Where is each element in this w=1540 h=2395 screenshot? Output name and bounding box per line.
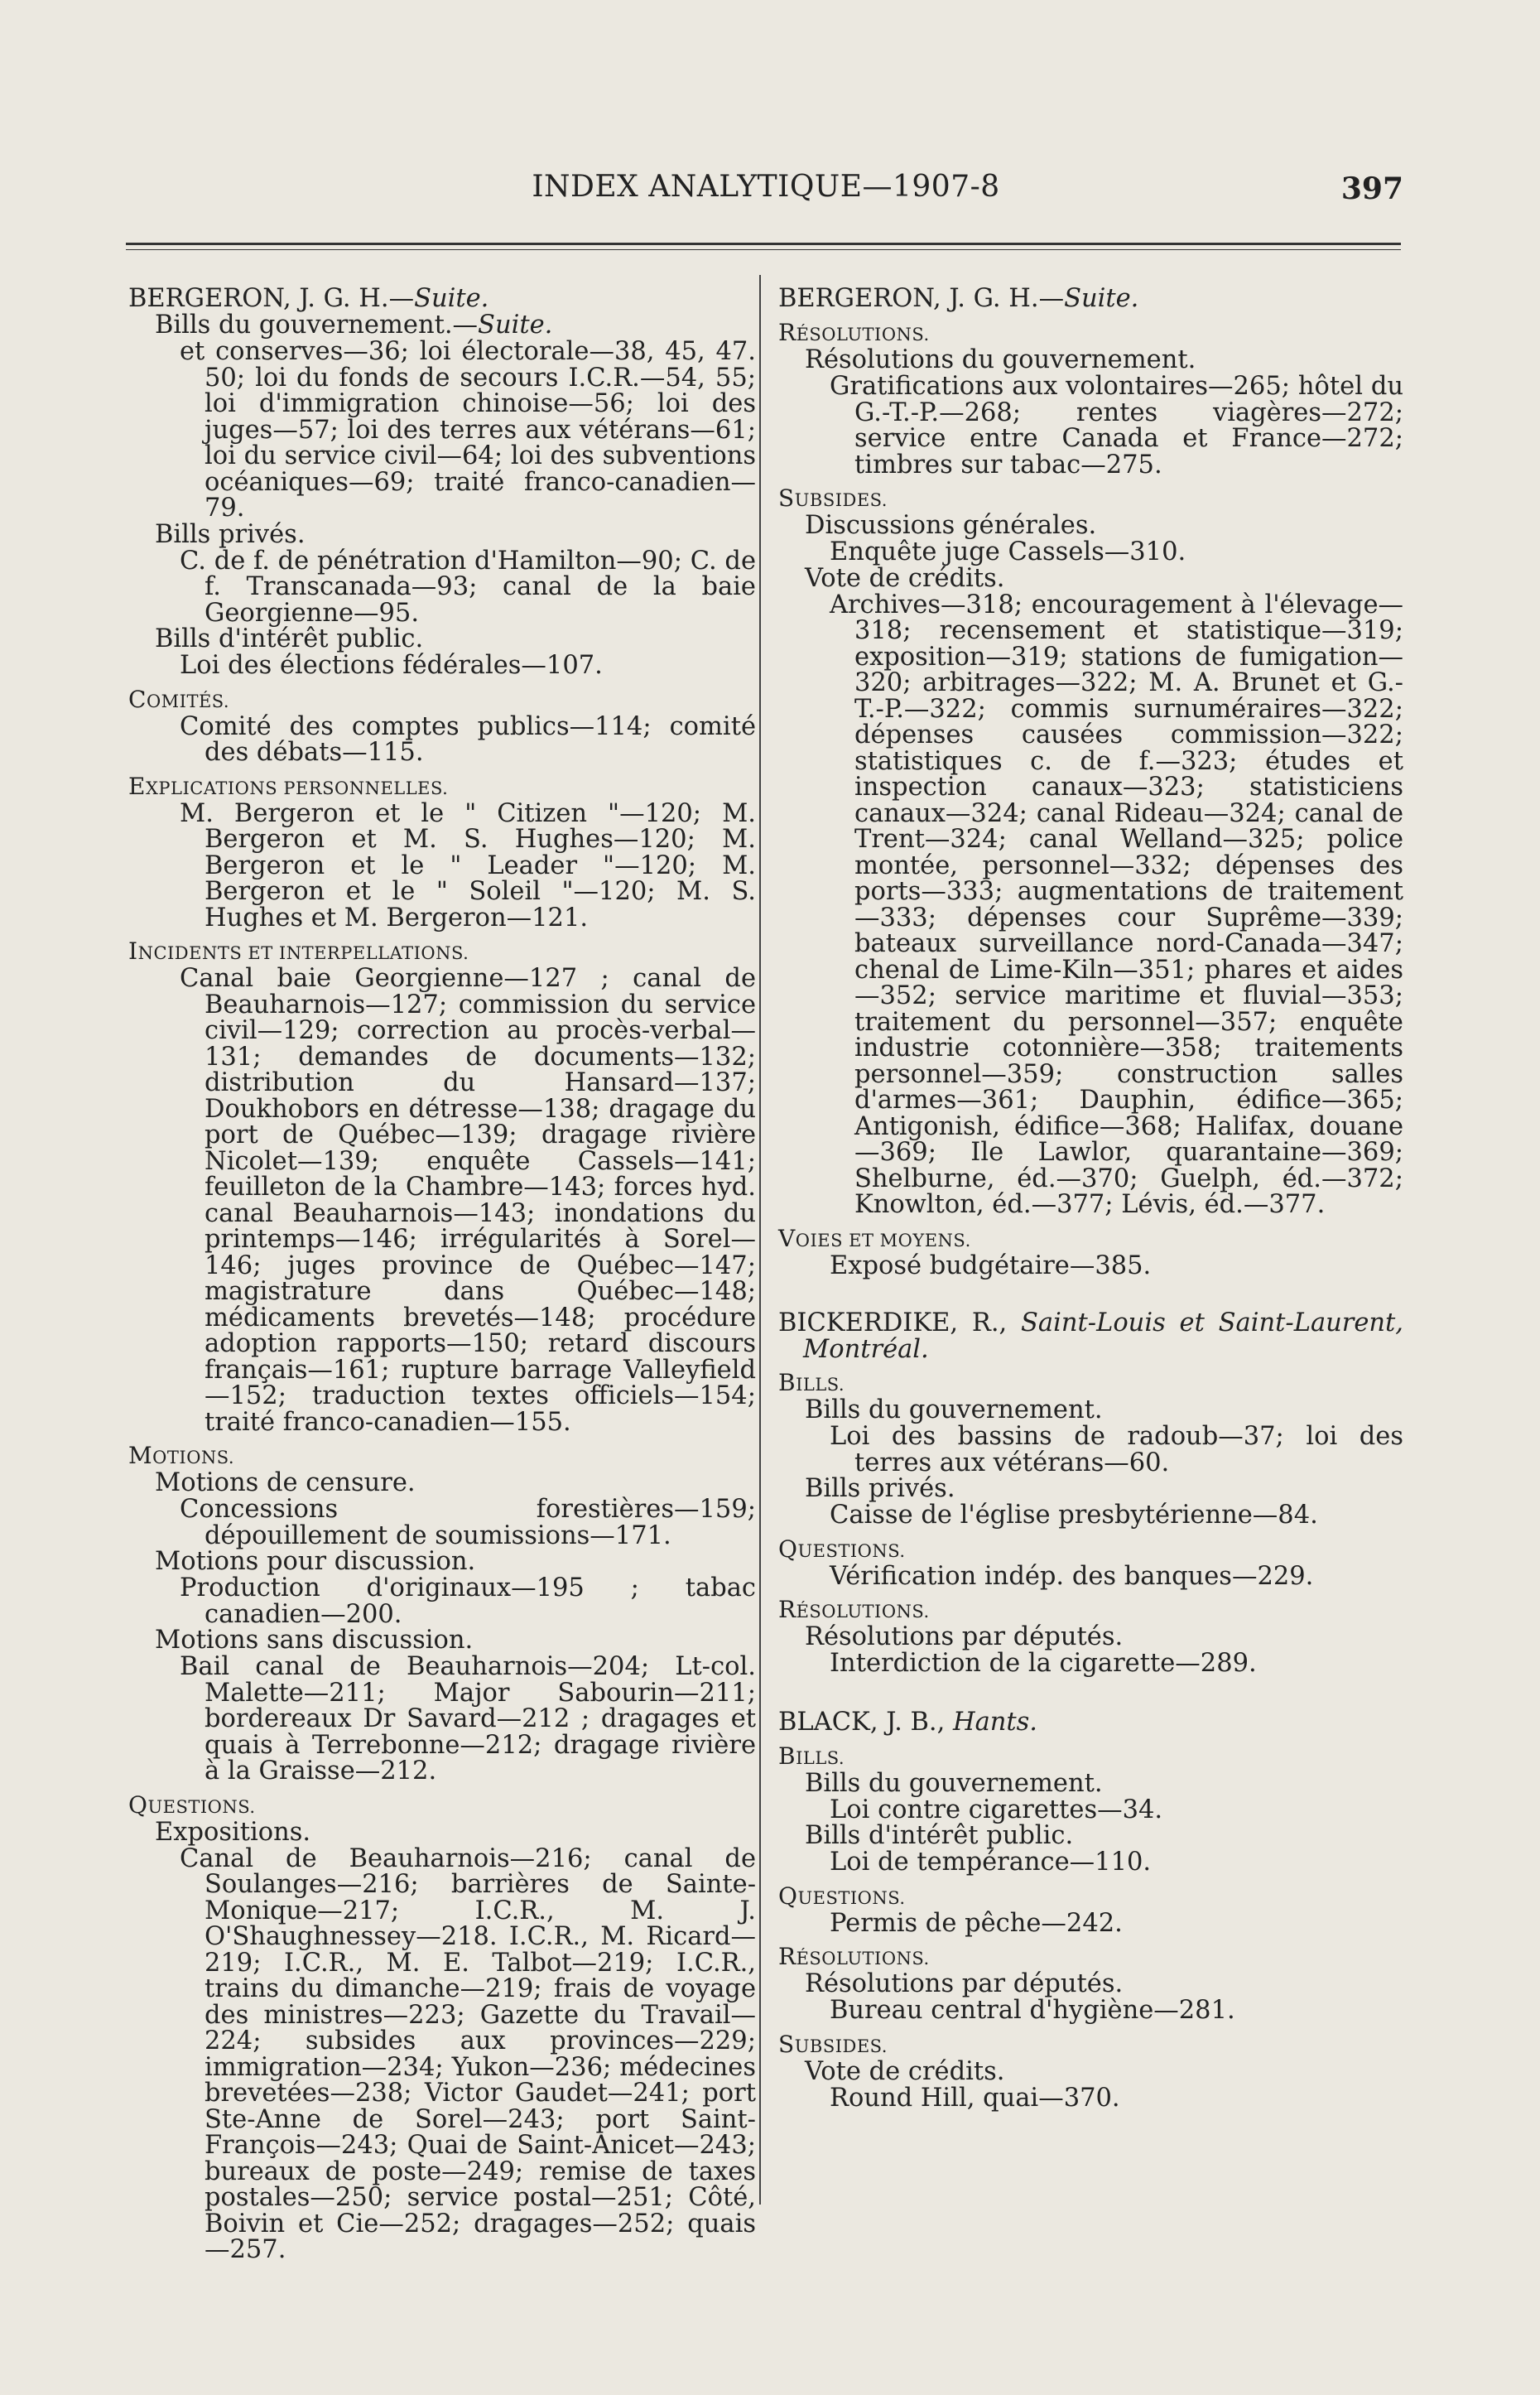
subsection-label: Motions pour discussion. xyxy=(155,1547,476,1576)
subsection-label: Résolutions par députés. xyxy=(805,1969,1124,1998)
entry-name: BICKERDIKE, R., Saint-Louis et Saint-Laurent, Montréal. xyxy=(778,1308,1403,1364)
subsection-label: Bills privés. xyxy=(805,1474,955,1503)
index-text: et conserves—36; loi électorale—38, 45, 47. 50; loi du fonds de secours I.C.R.—54, 55; loi d'immigration chinoise—56; loi des juges—57; loi des terres aux vétérans—61; loi du service civil—64; loi des subventions océaniques—69; traité franco-canadien—79. xyxy=(180,337,756,523)
section-heading: BILLS. xyxy=(778,1742,845,1770)
index-text: Loi des bassins de radoub—37; loi des terres aux vétérans—60. xyxy=(830,1422,1403,1477)
section-heading: INCIDENTS ET INTERPELLATIONS. xyxy=(128,937,469,965)
subsection-label: Bills privés. xyxy=(155,519,306,549)
subsection-label: Bills d'intérêt public. xyxy=(155,624,424,653)
subsection-label: Bills du gouvernement. xyxy=(805,1768,1103,1798)
section-heading: QUESTIONS. xyxy=(128,1790,256,1819)
index-text: Interdiction de la cigarette—289. xyxy=(830,1649,1257,1678)
index-text: Bail canal de Beauharnois—204; Lt-col. Malette—211; Major Sabourin—211; bordereaux Dr Savard—212 ; dragages et quais à Terrebonne—212; dragage rivière à la Graisse—212. xyxy=(180,1652,756,1785)
subsection-label: Discussions générales. xyxy=(805,511,1097,540)
right-column xyxy=(778,285,1403,2111)
subsection-label: Vote de crédits. xyxy=(805,563,1005,593)
index-text: Loi des élections fédérales—107. xyxy=(180,651,603,680)
index-text: Bureau central d'hygiène—281. xyxy=(830,1996,1235,2025)
section-heading: QUESTIONS. xyxy=(778,1535,906,1563)
index-text: Comité des comptes publics—114; comité des débats—115. xyxy=(180,711,756,767)
section-heading: BILLS. xyxy=(778,1369,845,1396)
index-text: Production d'originaux—195 ; tabac canadien—200. xyxy=(180,1573,756,1629)
subsection-label: Bills d'intérêt public. xyxy=(805,1821,1074,1850)
section-heading: SUBSIDES. xyxy=(778,484,888,512)
subsection-label: Bills du gouvernement. xyxy=(805,1395,1103,1424)
index-text: Loi de tempérance—110. xyxy=(830,1848,1152,1877)
index-text: Vérification indép. des banques—229. xyxy=(830,1561,1314,1591)
subsection-label: Expositions. xyxy=(155,1817,311,1847)
subsection-label: Motions de censure. xyxy=(155,1468,416,1497)
index-text: Archives—318; encouragement à l'élevage—318; recensement et statistique—319; exposition—319; stations de fumigation—320; arbitrages—322; M. A. Brunet et G.-T.-P.—322; commis surnuméraires—322; dépenses causées commission—322; statistiques c. de f.—323; études et inspection canaux—323; statisticiens canaux—324; canal Rideau—324; canal de Trent—324; canal Welland—325; police montée, personnel—332; dépenses des ports—333; augmentations de traitement—333; dépenses cour Suprême—339; bateaux surveillance nord-Canada—347; chenal de Lime-Kiln—351; phares et aides—352; service maritime et fluvial—353; traitement du personnel—357; enquête industrie cotonnière—358; traitements personnel—359; construction salles d'armes—361; Dauphin, édifice—365; Antigonish, édifice—368; Halifax, douane—369; Ile Lawlor, quarantaine—369; Shelburne, éd.—370; Guelph, éd.—372; Knowlton, éd.—377; Lévis, éd.—377. xyxy=(830,590,1403,1219)
section-heading: RÉSOLUTIONS. xyxy=(778,1596,930,1623)
header-rules xyxy=(126,243,1401,253)
column-divider xyxy=(759,275,761,2205)
index-text: M. Bergeron et le " Citizen "—120; M. Bergeron et M. S. Hughes—120; M. Bergeron et le " Leader "—120; M. Bergeron et le " Soleil "—120; M. S. Hughes et M. Bergeron—121. xyxy=(180,798,756,932)
subsection-label: Vote de crédits. xyxy=(805,2056,1005,2086)
index-text: C. de f. de pénétration d'Hamilton—90; C. de f. Transcanada—93; canal de la baie Georgienne—95. xyxy=(180,546,756,628)
left-column xyxy=(128,285,756,2263)
index-text: Caisse de l'église presbytérienne—84. xyxy=(830,1501,1318,1530)
subsection-label: Bills du gouvernement.—Suite. xyxy=(155,311,553,340)
section-heading: MOTIONS. xyxy=(128,1442,235,1469)
section-heading: RÉSOLUTIONS. xyxy=(778,1943,930,1970)
subsection-label: Motions sans discussion. xyxy=(155,1626,474,1655)
index-text: Exposé budgétaire—385. xyxy=(830,1251,1152,1280)
entry-name: BLACK, J. B., Hants. xyxy=(778,1707,1037,1737)
section-heading: COMITÉS. xyxy=(128,685,230,713)
subsection-label: Résolutions du gouvernement. xyxy=(805,345,1196,374)
entry-name: BERGERON, J. G. H.—Suite. xyxy=(778,284,1139,313)
section-heading: RÉSOLUTIONS. xyxy=(778,319,930,346)
index-text: Loi contre cigarettes—34. xyxy=(830,1795,1163,1824)
section-heading: VOIES ET MOYENS. xyxy=(778,1224,971,1252)
running-title: INDEX ANALYTIQUE—1907-8 xyxy=(532,170,1000,204)
index-text: Canal baie Georgienne—127 ; canal de Beauharnois—127; commission du service civil—129; correction au procès-verbal—131; demandes de documents—132; distribution du Hansard—137; Doukhobors en détresse—138; dragage du port de Québec—139; dragage rivière Nicolet—139; enquête Cassels—141; feuilleton de la Chambre—143; forces hyd. canal Beauharnois—143; inondations du printemps—146; irrégularités à Sorel—146; juges province de Québec—147; magistrature dans Québec—148; médicaments brevetés—148; procédure adoption rapports—150; retard discours français—161; rupture barrage Valleyfield—152; traduction textes officiels—154; traité franco-canadien—155. xyxy=(180,964,756,1437)
entry-name: BERGERON, J. G. H.—Suite. xyxy=(128,284,489,313)
index-text: Permis de pêche—242. xyxy=(830,1908,1123,1938)
index-text: Concessions forestières—159; dépouillement de soumissions—171. xyxy=(180,1495,756,1550)
section-heading: EXPLICATIONS PERSONNELLES. xyxy=(128,772,449,800)
section-heading: QUESTIONS. xyxy=(778,1882,906,1910)
index-text: Round Hill, quai—370. xyxy=(830,2083,1120,2113)
index-text: Enquête juge Cassels—310. xyxy=(830,537,1186,566)
subsection-label: Résolutions par députés. xyxy=(805,1622,1124,1651)
section-heading: SUBSIDES. xyxy=(778,2030,888,2058)
page-number: 397 xyxy=(1340,171,1403,206)
index-text: Gratifications aux volontaires—265; hôtel du G.-T.-P.—268; rentes viagères—272; service entre Canada et France—272; timbres sur tabac—275. xyxy=(830,372,1403,479)
index-text: Canal de Beauharnois—216; canal de Soulanges—216; barrières de Sainte-Monique—217; I.C.R., M. J. O'Shaughnessey—218. I.C.R., M. Ricard—219; I.C.R., M. E. Talbot—219; I.C.R., trains du dimanche—219; frais de voyage des ministres—223; Gazette du Travail—224; subsides aux provinces—229; immigration—234; Yukon—236; médecines brevetées—238; Victor Gaudet—241; port Ste-Anne de Sorel—243; port Saint-François—243; Quai de Saint-Anicet—243; bureaux de poste—249; remise de taxes postales—250; service postal—251; Côté, Boivin et Cie—252; dragages—252; quais—257. xyxy=(180,1843,756,2264)
page-header xyxy=(128,170,1403,228)
